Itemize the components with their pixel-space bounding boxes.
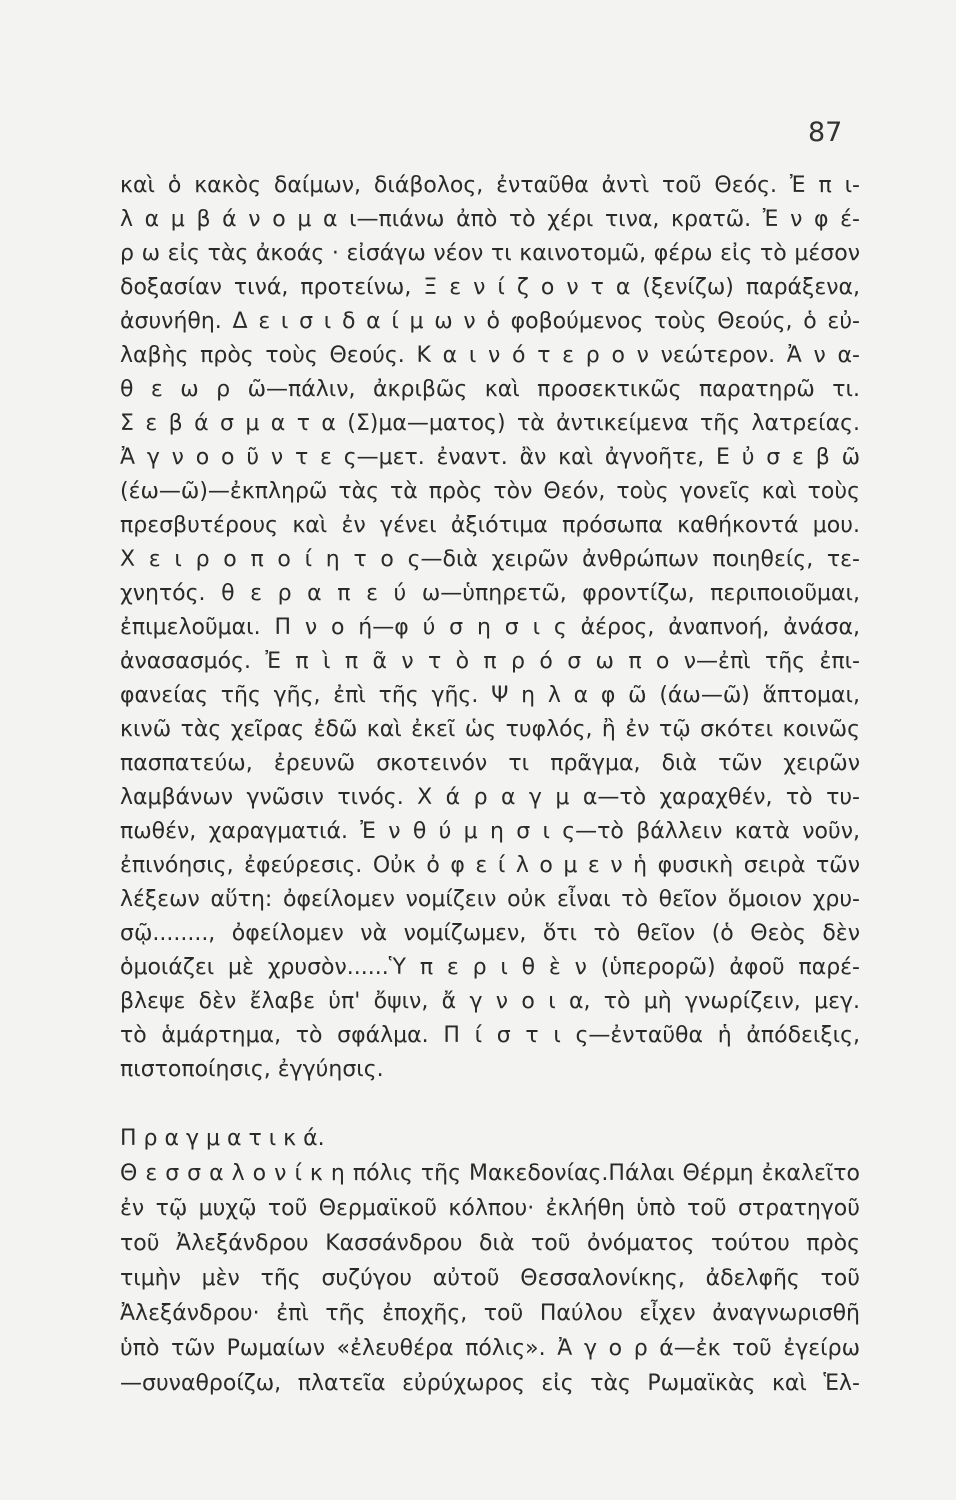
text-line: —συναθροίζω, πλατεῖα εὐρύχωρος εἰς τὰς Ρωμαϊκὰς καὶ Ἑλ- [120, 1371, 860, 1396]
text-line: ρ ω εἰς τὰς ἀκοάς · εἰσάγω νέον τι καινοτομῶ, φέρω εἰς τὸ μέσον [120, 241, 860, 266]
text-line: πασπατεύω, ἐρευνῶ σκοτεινόν τι πρᾶγμα, διὰ τῶν χειρῶν [120, 751, 860, 776]
text-line: ὁμοιάζει μὲ χρυσὸν......Ὑ π ε ρ ι θ ὲ ν (ὑπερορῶ) ἀφοῦ παρέ- [120, 955, 860, 980]
text-line: πωθέν, χαραγματιά. Ἐ ν θ ύ μ η σ ι ς—τὸ βάλλειν κατὰ νοῦν, [120, 819, 860, 844]
heading-text: Π ρ α γ μ α τ ι κ ά. [120, 1126, 325, 1151]
text-line: λαβὴς πρὸς τοὺς Θεούς. Κ α ι ν ό τ ε ρ ο ν νεώτερον. Ἀ ν α- [120, 343, 860, 368]
text-line: πρεσβυτέρους καὶ ἐν γένει ἀξιότιμα πρόσωπα καθήκοντά μου. [120, 513, 860, 538]
text-line: καὶ ὁ κακὸς δαίμων, διάβολος, ἐνταῦθα ἀντὶ τοῦ Θεός. Ἐ π ι- [120, 173, 860, 198]
text-line: λ α μ β ά ν ο μ α ι—πιάνω ἀπὸ τὸ χέρι τινα, κρατῶ. Ἐ ν φ έ- [120, 207, 860, 232]
text-line: ἐν τῷ μυχῷ τοῦ Θερμαϊκοῦ κόλπου· ἐκλήθη ὑπὸ τοῦ στρατηγοῦ [120, 1196, 860, 1221]
text-line: λέξεων αὕτη: ὀφείλομεν νομίζειν οὐκ εἶναι τὸ θεῖον ὅμοιον χρυ- [120, 887, 860, 912]
text-line: σῷ........, ὀφείλομεν νὰ νομίζωμεν, ὅτι τὸ θεῖον (ὁ Θεὸς δὲν [120, 921, 860, 946]
text-line: (έω—ῶ)—ἐκπληρῶ τὰς τὰ πρὸς τὸν Θεόν, τοὺς γονεῖς καὶ τοὺς [120, 479, 860, 504]
text-line: ὑπὸ τῶν Ρωμαίων «ἐλευθέρα πόλις». Ἀ γ ο ρ ά—ἐκ τοῦ ἐγείρω [120, 1336, 860, 1361]
text-line: Θ ε σ σ α λ ο ν ί κ η πόλις τῆς Μακεδονίας.Πάλαι Θέρμη ἐκαλεῖτο [120, 1161, 860, 1186]
text-line: Ἀ γ ν ο ο ῦ ν τ ε ς—μετ. ἐναντ. ἂν καὶ ἀγνοῆτε, Ε ὐ σ ε β ῶ [120, 445, 860, 470]
text-line: Σ ε β ά σ μ α τ α (Σ)μα—ματος) τὰ ἀντικείμενα τῆς λατρείας. [120, 411, 860, 436]
text-line: δοξασίαν τινά, προτείνω, Ξ ε ν ί ζ ο ν τ α (ξενίζω) παράξενα, [120, 275, 860, 300]
text-line: πιστοποίησις, ἐγγύησις. [120, 1057, 384, 1082]
text-line: Ἀλεξάνδρου· ἐπὶ τῆς ἐποχῆς, τοῦ Παύλου εἶχεν ἀναγνωρισθῆ [120, 1301, 860, 1326]
text-line: βλεψε δὲν ἔλαβε ὑπ' ὄψιν, ἄ γ ν ο ι α, τὸ μὴ γνωρίζειν, μεγ. [120, 989, 860, 1014]
text-line: χνητός. θ ε ρ α π ε ύ ω—ὑπηρετῶ, φροντίζω, περιποιοῦμαι, [120, 581, 860, 606]
text-line: λαμβάνων γνῶσιν τινός. Χ ά ρ α γ μ α—τὸ χαραχθέν, τὸ τυ- [120, 785, 860, 810]
text-line: φανείας τῆς γῆς, ἐπὶ τῆς γῆς. Ψ η λ α φ ῶ (άω—ῶ) ἅπτομαι, [120, 683, 860, 708]
text-line: κινῶ τὰς χεῖρας ἐδῶ καὶ ἐκεῖ ὡς τυφλός, ἢ ἐν τῷ σκότει κοινῶς [120, 717, 860, 742]
text-line: ἐπιμελοῦμαι. Π ν ο ή—φ ύ σ η σ ι ς ἀέρος, ἀναπνοή, ἀνάσα, [120, 615, 860, 640]
text-line: ἐπινόησις, ἐφεύρεσις. Οὐκ ὀ φ ε ί λ ο μ ε ν ἡ φυσικὴ σειρὰ τῶν [120, 853, 860, 878]
text-line: ἀνασασμός. Ἐ π ὶ π ᾶ ν τ ὸ π ρ ό σ ω π ο ν—ἐπὶ τῆς ἐπι- [120, 649, 860, 674]
text-line: τιμὴν μὲν τῆς συζύγου αὐτοῦ Θεσσαλονίκης, ἀδελφῆς τοῦ [120, 1266, 860, 1291]
text-line: Χ ε ι ρ ο π ο ί η τ ο ς—διὰ χειρῶν ἀνθρώπων ποιηθείς, τε- [120, 547, 860, 572]
text-line: τοῦ Ἀλεξάνδρου Κασσάνδρου διὰ τοῦ ὀνόματος τούτου πρὸς [120, 1231, 860, 1256]
text-line: θ ε ω ρ ῶ—πάλιν, ἀκριβῶς καὶ προσεκτικῶς παρατηρῶ τι. [120, 377, 860, 402]
text-line: τὸ ἁμάρτημα, τὸ σφάλμα. Π ί σ τ ι ς—ἐνταῦθα ἡ ἀπόδειξις, [120, 1023, 860, 1048]
page-number: 87 [808, 117, 843, 148]
text-line: ἀσυνήθη. Δ ε ι σ ι δ α ί μ ω ν ὁ φοβούμενος τοὺς Θεούς, ὁ εὐ- [120, 309, 860, 334]
